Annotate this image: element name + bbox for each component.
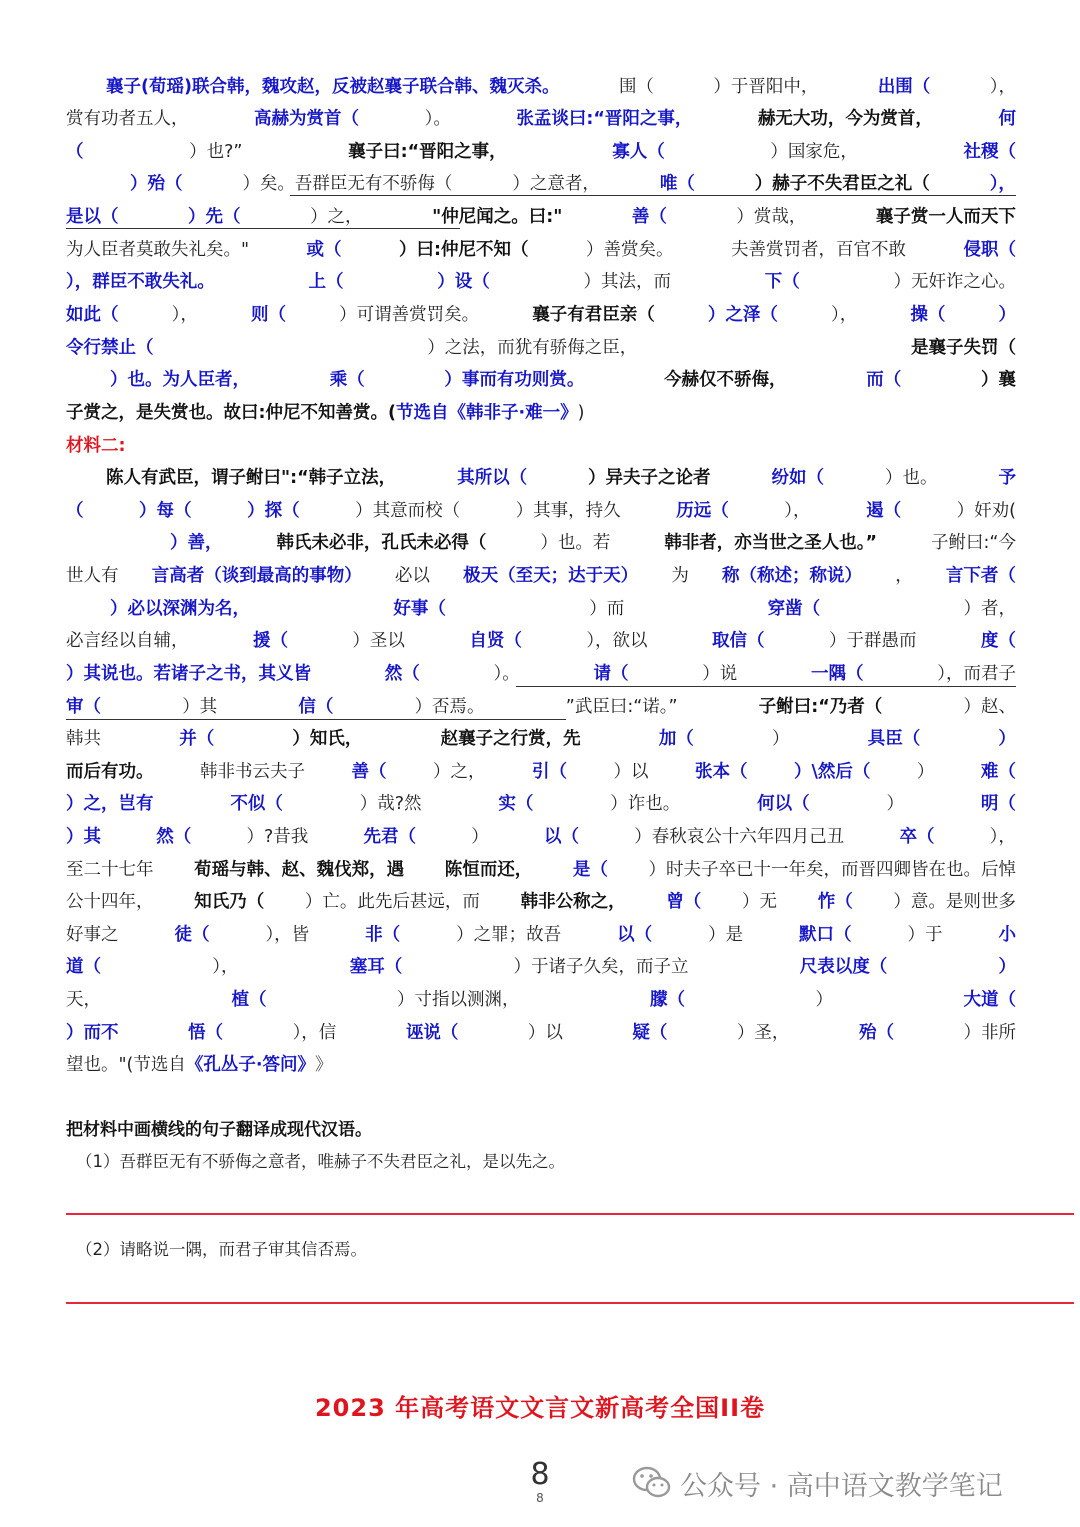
text-segment: ）而不 [66,1023,119,1043]
text-segment: 是（ [572,860,608,880]
text-segment: ）其 [182,697,218,717]
text-line [110,364,1016,396]
text-segment: 知氏乃（ [194,892,265,912]
text-segment: ）赏哉， [736,207,807,227]
text-segment: 好事之 [66,925,119,945]
text-segment: ）之罪；故吾 [456,925,562,945]
text-segment: ）春秋哀公十六年四月己丑 [634,827,845,847]
text-segment: 节选自《韩非子·难一》 [396,403,578,423]
underline-sentence-1b [66,228,460,229]
text-segment: ）其意而校（ [355,501,461,521]
text-segment: 度（ [980,631,1016,651]
text-segment: 韩共 [66,729,101,749]
text-segment: 极天（至天；达于天） [463,566,639,586]
text-line [110,593,1016,625]
text-segment: ）， [831,305,858,325]
text-segment: ） [998,305,1016,325]
text-segment: ）于诸子久矣，而子立 [513,957,689,977]
text-segment: 世人有 [66,566,119,586]
text-segment: ）异夫子之论者 [588,468,711,488]
wechat-icon [632,1465,672,1501]
text-segment: ）之，岂有 [66,794,154,814]
text-segment: ）以 [613,762,649,782]
text-line [66,430,1016,462]
text-segment: ）于晋阳中， [713,77,819,97]
underline-sentence-1a [290,195,1016,196]
text-segment: ）哉?然 [359,794,422,814]
text-line [66,821,1016,853]
text-segment: 必言经以自辅， [66,631,189,651]
text-segment: 襄子(荀瑶)联合韩，魏攻赵，反被赵襄子联合韩、魏灭杀。 [106,77,560,97]
text-segment: 赫无大功，今为赏首， [757,109,933,129]
text-segment: 援（ [252,631,288,651]
text-segment: ） [772,729,790,749]
text-segment: 明（ [980,794,1016,814]
text-segment: ）， [989,827,1016,847]
text-segment: 天， [66,990,101,1010]
text-segment: 出围（ [877,77,931,97]
text-segment: ）奸劝( [956,501,1016,521]
answer-line-1 [66,1213,1074,1215]
text-segment: ）也。 [885,468,938,488]
text-line [66,103,1016,135]
text-segment: 审（ [66,697,101,717]
text-segment: ）否焉。 [414,697,485,717]
text-segment: ）， [989,77,1016,97]
text-segment: 操（ [910,305,946,325]
text-segment: ）， [171,305,198,325]
text-segment: ）圣， [736,1023,790,1043]
text-line [66,788,1016,820]
answer-line-2 [66,1302,1074,1304]
text-line [66,397,1016,429]
text-segment: ）。 [424,109,451,129]
text-segment: 望也。"(节选自 [66,1055,186,1075]
text-segment: 曾（ [666,892,702,912]
text-segment: 非（ [365,925,401,945]
text-line [66,1017,1016,1049]
text-segment: ）之意者， [512,174,600,194]
text-segment: ）矣。吾群臣无有不骄侮（ [242,174,453,194]
text-segment: 言下者（ [945,566,1016,586]
text-segment: 上（ [308,272,344,292]
text-segment: ）可谓善赏罚矣。 [339,305,480,325]
text-segment: 然（ [384,664,420,684]
text-segment: ）也?” [189,142,243,162]
text-segment: ），皆 [265,925,310,945]
text-segment: 陈恒而还， [444,860,533,880]
page-number-small: 8 [536,1491,544,1505]
text-segment: 不似（ [230,794,283,814]
text-segment: ）， [212,957,239,977]
text-segment: ）是 [708,925,744,945]
text-segment: 下（ [764,272,800,292]
text-segment: ）也。为人臣者， [110,370,250,390]
text-segment: 令行禁止（ [66,338,154,358]
text-segment: 韩非书云夫子 [200,762,305,782]
text-line [66,756,1016,788]
text-segment: ）其 [66,827,101,847]
text-segment: 夫善赏罚者，百官不敢 [731,240,906,260]
text-segment: 实（ [498,794,534,814]
text-segment: 赵襄子之行赏，先 [440,729,581,749]
page-number: 8 [530,1457,550,1492]
text-segment: 称（称述；称说） [722,566,863,586]
text-segment: ） [998,957,1016,977]
text-segment: 历远（ [676,501,729,521]
text-segment: ) [577,403,585,423]
text-segment: ）亡。此先后甚远，而 [304,892,480,912]
text-segment: ） [916,762,935,782]
text-segment: 以（ [617,925,653,945]
text-segment: ）其事，持久 [515,501,621,521]
text-segment: 取信（ [712,631,765,651]
text-segment: 加（ [658,729,694,749]
text-segment: 子鲋曰:“今 [931,533,1016,553]
text-segment: ）也。若 [540,533,611,553]
text-segment: ） [886,794,905,814]
text-segment: ） [998,729,1016,749]
text-segment: ）诈也。 [610,794,681,814]
text-segment: 围（ [618,77,654,97]
text-segment: 襄子曰:“晋阳之事， [348,142,507,162]
text-segment: ） [471,827,489,847]
text-segment: "仲尼闻之。曰:" [432,207,563,227]
text-segment: ）于 [907,925,943,945]
text-segment: ）， [784,501,811,521]
text-segment: ）之泽（ [707,305,778,325]
text-segment: ）于群愚而 [828,631,917,651]
text-segment: 或（ [306,240,342,260]
text-segment: 至二十七年 [66,860,154,880]
text-segment: ）每（ [139,501,192,521]
text-segment: ）之， [433,762,486,782]
underline-sentence-2a [516,686,1016,687]
text-segment: 言高者（谈到最高的事物） [151,566,362,586]
text-segment: 纷如（ [771,468,825,488]
text-segment: 卒（ [899,827,935,847]
text-segment: 何 [998,109,1016,129]
text-segment: ）非所 [963,1023,1016,1043]
text-line [66,495,1016,527]
text-segment: ）赫子不失君臣之礼（ [754,174,930,194]
watermark [632,1463,1003,1503]
text-segment: 乘（ [329,370,365,390]
text-segment: 小 [998,925,1016,945]
text-segment: ）善， [170,533,223,553]
text-segment: ）知氏， [292,729,363,749]
text-segment: 一隅（ [811,664,864,684]
text-segment: ）襄 [980,370,1016,390]
question-item-1: （1）吾群臣无有不骄侮之意者，唯赫子不失君臣之礼，是以先之。 [76,1152,565,1171]
text-segment: 具臣（ [867,729,921,749]
text-segment: 徒（ [174,925,210,945]
text-line [106,462,1016,494]
text-segment: 如此（ [66,305,119,325]
text-segment: 其所以（ [457,468,528,488]
text-segment: 遏（ [866,501,902,521]
text-segment: ），而君子 [937,664,1016,684]
text-segment: 为人臣者莫敢失礼矣。" [66,240,250,260]
text-segment: 襄子赏一人而天下 [875,207,1016,227]
text-segment: 》 [315,1055,333,1075]
text-segment: 张孟谈曰:“晋阳之事， [516,109,693,129]
question-item-2: （2）请略说一隅，而君子审其信否焉。 [76,1240,367,1259]
text-segment: ）无 [742,892,778,912]
text-segment: 疑（ [632,1023,668,1043]
text-segment: 今赫仅不骄侮， [664,370,787,390]
text-segment: ）事而有功则赏。 [444,370,585,390]
text-line [170,527,1016,559]
text-segment: 怍（ [817,892,853,912]
text-segment: ）者， [963,599,1016,619]
text-segment: 以（ [543,827,579,847]
text-line [66,332,1016,364]
text-segment: ）寸指以测渊， [397,990,520,1010]
text-segment: 善（ [631,207,667,227]
text-segment: ）必以深渊为名， [110,599,250,619]
text-segment: ）善赏矣。 [586,240,674,260]
text-segment: ），欲以 [586,631,648,651]
text-segment: 然（ [156,827,192,847]
text-segment: ）\然后（ [794,762,871,782]
text-segment: ）圣以 [352,631,405,651]
text-line [66,951,1016,983]
text-segment: ）时夫子卒已十一年矣，而晋四卿皆在也。后悼 [648,860,1016,880]
text-segment: 难（ [980,762,1016,782]
text-segment: 唯（ [659,174,695,194]
text-segment: 引（ [532,762,567,782]
text-segment: 塞耳（ [349,957,403,977]
text-segment: ）先（ [188,207,241,227]
text-line [66,854,1016,886]
text-segment: 韩非公称之， [520,892,626,912]
text-segment: 予 [998,468,1016,488]
text-line [66,1049,1016,1081]
text-line [66,560,1016,592]
text-segment: 是襄子失罚（ [911,338,1016,358]
text-segment: ）之， [310,207,363,227]
text-segment: 材料二: [66,436,126,456]
text-line [106,71,1016,103]
text-segment: （ [66,501,84,521]
text-segment: ）。 [493,664,520,684]
text-segment: ）?昔我 [246,827,309,847]
text-line [66,136,1016,168]
text-segment: 朦（ [650,990,685,1010]
text-segment: ）之法，而犹有骄侮之臣， [427,338,638,358]
text-segment: 寡人（ [612,142,665,162]
text-segment: 殆（ [858,1023,894,1043]
underline-sentence-2b [66,719,566,720]
text-segment: 赏有功者五人， [66,109,189,129]
text-segment: ）曰:仲尼不知（ [399,240,529,260]
text-segment: 悟（ [188,1023,224,1043]
text-segment: 自贤（ [469,631,522,651]
text-segment: ， [895,566,913,586]
text-line [66,299,1016,331]
text-line [66,723,1016,755]
question-title: 把材料中画横线的句子翻译成现代汉语。 [66,1120,372,1140]
text-segment: 《孔丛子·答问》 [185,1055,316,1075]
text-segment: ）赵、 [963,697,1016,717]
text-segment: 公十四年， [66,892,154,912]
footer-title: 2023 年高考语文文言文新高考全国II卷 [314,1394,765,1422]
text-segment: ）其法，而 [583,272,671,292]
text-segment: ）意。是则世多 [893,892,1016,912]
text-segment: 先君（ [363,827,416,847]
text-segment: 尺表以度（ [799,957,888,977]
text-segment: 默口（ [799,925,852,945]
text-segment: 韩氏未必非，孔氏未必得（ [276,533,487,553]
text-segment: ）而 [589,599,625,619]
text-segment: 社稷（ [963,142,1016,162]
text-segment: 子赏之，是失赏也。故曰:仲尼不知善赏。( [66,403,396,423]
watermark-text: 公众号 · 高中语文教学笔记 [680,1470,1003,1502]
text-segment: ）无奸诈之心。 [893,272,1016,292]
text-segment: 为 [671,566,689,586]
text-segment: 大道（ [963,990,1016,1010]
text-segment: 张本（ [695,762,748,782]
text-segment: 而（ [866,370,902,390]
text-segment: ）探（ [247,501,300,521]
text-segment: 是以（ [66,207,119,227]
text-line [66,984,1016,1016]
text-segment: 侵职（ [963,240,1016,260]
text-segment: ）国家危， [770,142,858,162]
text-segment: ）说 [702,664,738,684]
text-segment: 穿凿（ [767,599,821,619]
text-segment: ”武臣曰:“诺。” [565,697,678,717]
text-line [66,234,1016,266]
text-segment: 必以 [394,566,430,586]
text-line [66,886,1016,918]
text-segment: ），群臣不敢失礼。 [66,272,215,292]
text-segment: 韩非者，亦当世之圣人也。” [664,533,878,553]
text-segment: 何以（ [757,794,810,814]
text-segment: 子鲋曰:“乃者（ [758,697,883,717]
text-segment: 道（ [66,957,101,977]
text-segment: （ [66,142,84,162]
text-segment: ）殆（ [130,174,183,194]
text-segment: ），信 [292,1023,337,1043]
text-segment: ）设（ [437,272,490,292]
text-segment: 并（ [179,729,215,749]
text-segment: 植（ [231,990,267,1010]
text-segment: ）其说也。若诸子之书，其义皆 [66,664,311,684]
text-segment: 信（ [298,697,334,717]
text-segment: 襄子有君臣亲（ [532,305,655,325]
text-segment: 善（ [351,762,387,782]
text-segment: 诬说（ [405,1023,459,1043]
text-segment: 则（ [251,305,286,325]
text-segment: 陈人有武臣，谓子鲋曰":“韩子立法， [106,468,397,488]
text-line [66,266,1016,298]
text-segment: 荀瑶与韩、赵、魏伐郑，遇 [194,860,405,880]
text-segment: ）以 [527,1023,563,1043]
text-segment: 高赫为赏首（ [254,109,360,129]
text-segment: ） [815,990,833,1010]
text-line [66,625,1016,657]
text-segment: 好事（ [393,599,446,619]
text-line [66,919,1016,951]
text-segment: 请（ [593,664,629,684]
text-segment: ）， [989,174,1016,194]
text-segment: 而后有功。 [66,762,154,782]
